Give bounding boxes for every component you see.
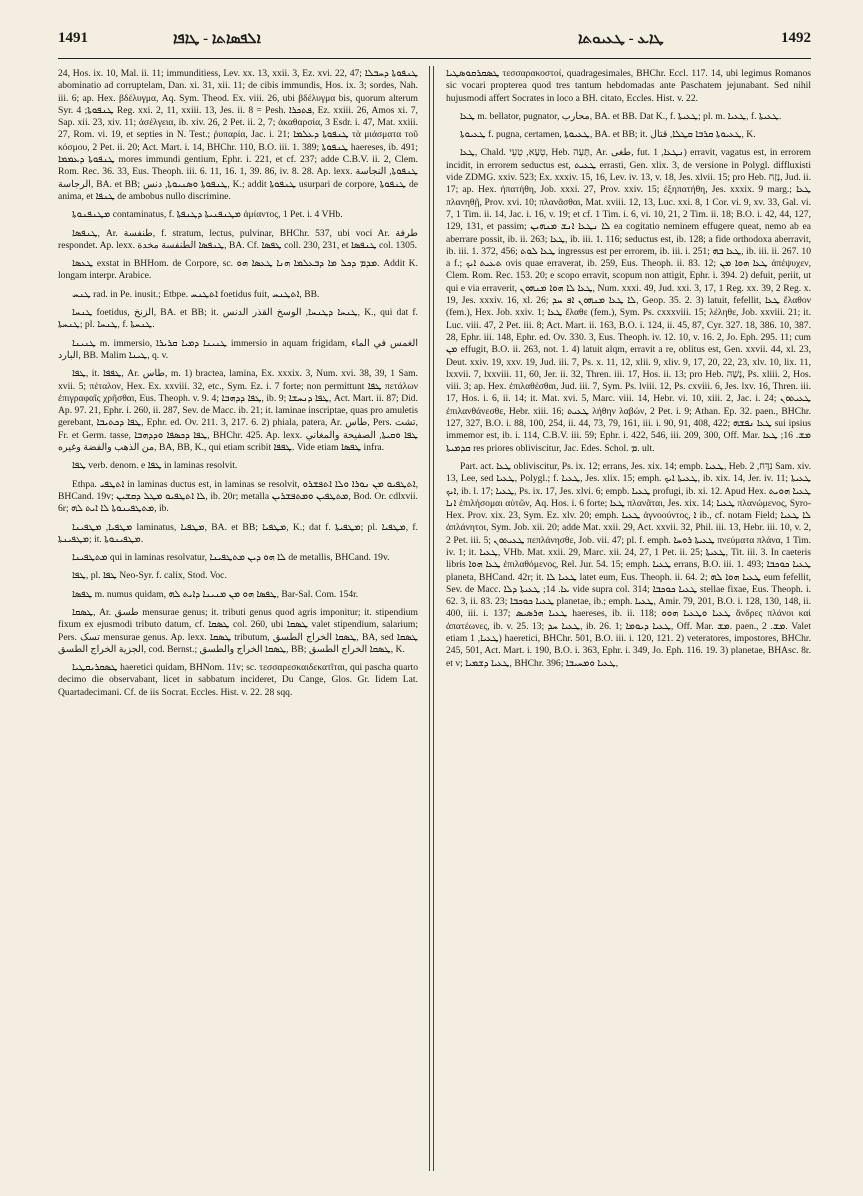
dictionary-entry: ܛܦܐ verb. denom. e ܛܦܐ in laminas resolvit. [72,460,238,472]
dictionary-entry: ܛܦܐ, it. ܛܦܦܐ, Ar. طاس, m. 1) bractea, lamina, Ex. xxxix. 3, Num. xvi. 38, 39, 1 Sam. xvii. 5; πέταλον, Hex. Ex. xxviii. 32, etc., Sym. Ez. i. 7 forte; non permittunt ܛܦܐ πετάλων ἐπιγραφαῖς χρῆσθαι, Eus. Theoph. v. 9. 4; ܛܦܐ ܕܕܗܒܐ, ib. 9; ܛܦܐ ܕܢܚܫܐ, Act. Mart. ii. 87; Did. Ap. 97. 21, Ephr. i. 260, ii. 287, Sev. de Macc. ib. 21; it. laminae inscriptae, quas pro amuletis gerebant, ܛܦܐ ܕܟܬܝܒܐ, Ephr. ed. Ov. 211. 3, 217. 6. 2) phiala, patera, Ar. طاس, Pers. تشت, Fr. et Germ. tasse, ܛܦܐ ܕܟܣܦܐ ܘܕܕܗܒܐ, BHChr. 425. Ap. lexx. ܛܦܐ ܘܩܝܬܐ, الصفيحة والمغاني من الذهب والفضة وغيره, BA, BB, K., qui etiam scribit ܛܦܦܐ. Vide etiam ܛܦܣܐ infra. [58,368,418,454]
header-rule [58,58,811,59]
dictionary-entry: ܛܥܐ, Chald. טְעָא, טְעֵי, Heb. תָּעָה, Ar. طغى, fut. ܢܛܥܐ, 1) erravit, vagatus est, in errorem incidit, in errorem seductus est, ܛܥܝܬ errasti, Gen. xlix. 3, de versione in Polygl. diffluxisti vide ZDMG. xxiv. 523; Ex. xxxiv. 15, 16, Lev. iv. 13, v. 18, Jes. xlvii. 15; pro Heb. נָזַח, Jud. ii. 17; ap. Hex. ἠπατήθη, Job. xxxi. 27, Prov. xxiv. 15; ἐξηπατήθη, Jes. xxxix. 9 marg.; ܛܥܐ πλανηθῇ, Prov. xvi. 10; πλανᾶσθαι, Mat. xviii. 12, 13, Luc. xxi. 8, 1 Cor. vi. 9, xv. 33, Gal. vi. 7, 1 Tim. ii. 14, Jac. i. 16, v. 19; et cf. 1 Tim. i. 6, vi. 10, 21, 2 Tim. ii. 18; B.O. i. 42, 44, 127, 129, 131, et passim; ܠܐ ܢܛܥܐ ܐܢܫ ܡܢܗܝܢ ea cogitatio neminem effugere queat, nemo ab ea aberrare possit, ib. ii. 263; ܛܥܐ, ib. iii. 1. 116; seductus est, ib. 128; a fide orthodoxa aberravit, ib. iii. 1. 372, 456; ܛܥܐ ܠܘܬ ingressus est per errorem, ib. iii. i. 251; ܛܥܐ ܒܗ, ib. iii. ii. 267. 10 a f.; ܬܥܝܬ ܐܝܟ ovis quae erraverat, ib. 259, Eus. Theoph. ii. 83. 12; ܛܥܐ ܗܘܐ ܡܢ ἀπέψυχεν, Clem. Rom. Rec. 153. 20; e scopo erravit, scopum non attigit, Ephr. i. 394. 2) defuit, periit, ut qui e via erraverit, ܛܥܐ ܠܐ ܗܘܐ ܡܢܗܘܢ, Num. xxxi. 49, Jud. xxi. 3, 17, 1 Reg. xx. 39, 2 Reg. x. 19, Jes. xxxiv. 16, xl. 26; ܠܐ ܛܥܐ ܡܢܗܘܢ ܐܦ ܚܕ, Geop. 35. 2. 3) latuit, fefellit, ܛܥܐ ἔλαθον (fem.), Hex. Job. xxiv. 1; ܛܥܐ ἔλαθε (fem.), Sym. Ps. cxxxviii. 15; λέληθε, Job. xxviii. 21; it. Luc. viii. 47, 2 Pet. iii. 8; Act. Mart. ii. 163, B.O. i. 124, ii. 45, 87, Cyr. 327. 18, 386. 10, 387. 28, Ephr. iii. 148, Ephr. ed. Ov. 330. 3, Eus. Theoph. iv. 12. 10, v. 16. 2, Jo. Eph. 295. 11; cum ܡܢ effugit, B.O. ii. 263, not. 1. 4) latuit alqm, erravit a re, oblitus est, Gen. xxvii. 44, xl. 23, Deut. xxiv. 19, xxv. 19, Jud. iii. 7, Ps. x. 11, 12, xlii. 9, xliv. 9, 17, 20, 22, 23, xlv. 10, lix. 11, lxxvii. 7, lxxviii. 11, 60, Jer. ii. 32, Thren. iii. 17, Hos. ii. 13; pro Heb. נָשָׁה, Ps. xliii. 2, Hos. viii. 3; ap. Hex. ἐπιλαθέσθαι, Jud. iii. 7, Sym. Ps. lviii. 12, Ps. cxviii. 6, Jes. lxv. 16, Thren. iii. 17, Hos. i. 6, ii. 14; it. Mat. xvi. 5, Marc. viii. 14, Hebr. vi. 10, xiii. 2, Jac. i. 24; ܛܥܝܬܘܢ ἐπιλανθάνεσθε, Hebr. xiii. 16; ܛܥܝܬ λήθην λαβών, 2 Pet. i. 9; Athan. Ep. 32. paen., BHChr. 127, 327, B.O. i. 88, 100, 254, ii. 44, 73, 79, 161, iii. i. 90, 91, 408, 422; ܛܥܐ ܢܦܫܗ sui ipsius immemor est, ib. i. 114, C.B.V. iii. 59; Ephr. i. 422, 546, iii. 209, 300, Off. Mar. ܡܫ. 16; ܛܥܐ ܩܕܡܝܬܐ res priores obliviscitur, Jac. Edes. Schol. ܡ. ult. [446,147,811,454]
dictionary-entry: ܛܢܚܐ foetidus, الزنخ, BA. et BB; it. ܛܢܚܐ ܕܛܢܚܐ, الوسخ القذر الدنس, K., qui dat f. ܛܢܚܬܐ; pl. ܛܢܚܐ, f. ܛܢܚܬܐ. [58,307,418,331]
dictionary-entry: ܛܥܝܘܬܐ f. pugna, certamen, ܛܥܝܘܬܐ, BA. et BB; it. ܛܥܝܘܬܐ ܩܪܒܐ ܩܛܠܐ, قتال, K. [460,129,756,141]
dictionary-entry: 24, Hos. ix. 10, Mal. ii. 11; immunditiess, Lev. xx. 13, xxii. 3, Ez. xvi. 22, 47; ܛܢܦܘܬܐ ܕܚܒܠܐ abominatio ad corruptelam, Dan. xi. 31, xii. 11; de cibis immundis, Hos. ix. 3; sordes, Nah. iii. 6; ap. Hex. βδέλυγμα, Aq. Sym. Theod. Ex. viii. 26, ubi βδέλυγμα bis, quorum alterum Syr. ܛܢܦܘܬܐ; 4 Reg. xxi. 2, 11, xxiii. 13, Jes. ii. 8 = Pesh. ܦܬܟܪܐ, Ez. xxiii. 26, Amos xi. 7, Sap. xii. 23, xiv. 11; ἀσέλγεια, ib. xiv. 26, 2 Pet. ii. 2, 7; ἀκαθαρσία, 3 Esdr. i. 47, Mat. xxiii. 27, Rom. vi. 19, et septies in N. Test.; ῥυπαρία, Jac. i. 21; ܛܢܦܘܬܐ ܕܥܠܡܐ τὰ μιάσματα τοῦ κόσμου, 2 Pet. ii. 20; Act. Mart. i. 14, BHChr. 110, B.O. iii. 1. 389; ܛܢܦܘܬܐ haereses, ib. 491; ܛܢܦܘܬܐ ܕܥܡܡܐ mores immundi gentium, Ephr. i. 221, et cf. 237; adde C.B.V. ii. 2, Clem. Rom. Rec. 36. 33, Eus. Theoph. iii. 6. 11, 16. 1, 39. 86, iv. 8. 28. Ap. lexx. ܛܢܦܘܬܐ, النجاسة الرجاسة, BA. et BB; ܛܢܦܘܬܐ ܘܣܢܝܘܬܐ, دنس, K.; addit ܛܢܦܘܬܐ usurpari de corpore, ܛܢܦܘܬܐ de anima, et ܛܢܦܐ de ambobus nullo discrimine. [58,68,418,202]
dictionary-entry: ܛܥܣܐ exstat in BHHom. de Corpore, sc. ܡܕܡ ܕܟܠ ܡܐ ܕܒܥܠܡܐ ܗܢܐ ܛܥܣܐ ܗܘ. Addit K. longam interpr. Arabice. [58,258,418,282]
column-divider-second [433,66,434,1171]
dictionary-entry: ܛܣܩܪܝܩܛܝܐ haeretici quidam, BHNom. 11v; sc. τεσσαρεσκαιδεκατῖται, qui pascha quarto decimo die observabant, licet in sabbatum incideret, Du Cange, Glos. Gr. Iidem Lat. Quartadecimani. Cf. de iis Socrat. Eccles. Hist. v. 22. 28 sqq. [58,662,418,698]
dictionary-entry: ܛܢܚ rad. in Pe. inusit.; Etbpe. ܐܬܛܢܚ foetidus fuit, ܐܬܛܢܚ, BB. [72,288,320,300]
running-title-right: ܛܐܥ - ܛܥܝܘܬܐ [578,31,664,47]
left-column [58,68,418,1168]
dictionary-entry: ܡܛܦܝܐ, ܡܛܦܝܢܐ laminatus, ܡܛܦܝܐ, BA. et BB; ܡܛܦܝܐ, K.; dat f. ܡܛܦܝܬܐ; pl. ܡܛܦܝܐ, f. ܡܛܦܝܢܬܐ; it. ܡܛܦܝܢܘܬܐ. [58,521,418,545]
dictionary-entry: ܛܢܦܣܐ, Ar. طنفسة, f. stratum, lectus, pulvinar, BHChr. 537, ubi voci Ar. طرفة respondet. Ap. lexx. ܛܢܦܣܐ الطنفسة مخدة, BA. Cf. ܛܦܣܐ coll. 230, 231, et ܛܢܦܣܐ col. 1305. [58,227,418,251]
page-number-right: 1492 [781,30,811,46]
running-title-left: ܐܠܦܣܐܬܐ - ܛܐܦܐ [173,31,261,47]
right-column [446,68,811,1168]
dictionary-entry: ܛܣܩܪܩܘܣܛܝܐ τεσσαρακοστοί, quadragesimales, BHChr. Eccl. 117. 14, ubi legimus Romanos sic vocari propterea quod tres tantum hebdomadas ante Paschatem jejunabant. Sed nihil hujusmodi affert Socrates in loco a BH. citato, Eccles. Hist. v. 22. [446,68,811,104]
dictionary-entry: ܡܬܛܦܝܢܐ qui in laminas resolvatur, ܠܐ ܗܘ ܕܝܢ ܡܬܛܦܝܢܐ de metallis, BHCand. 19v. [72,552,390,564]
dictionary-entry: ܡܛܢܦܢܘܬܐ contaminatus, f. ܡܛܢܦܢܝܬܐ ܕܛܢܦܬܐ ἀμίαντος, 1 Pet. i. 4 VHb. [72,209,343,221]
dictionary-entry: Part. act. ܛܥܐ obliviscitur, Ps. ix. 12; errans, Jes. xix. 14; empb. ܛܥܝܐ, Heb. נִדָּח, 2 Sam. xiv. 13, Lee, sed ܛܥܝܐ, Polygl.; f. ܛܥܝܐ, Jes. xlix. 15; emph. ܛܥܝܬܐ ܐܝܟ, ib. xix. 14, Jer. iv. 11; ܛܥܝܬܐ ܐܝܟ, ib. l. 17; ܛܥܝܐ, Ps. ix. 17, Jes. xlvi. 6; empb. ܛܥܝܐ profugi, ib. xi. 12. Apud Hex. ܛܥܝܐ ܗܘܝܬ ܐܢܐ ἐπιλήσομαι αὐτῶν, Aq. Hos. i. 6 forte; ܛܥܐ πλανᾶται, Jes. xix. 14; ܛܥܝܐ πλανώμενος, Syro-Hex. Prov. xix. 23, Sym. Ez. xlv. 20; emph. ܛܥܝܐ ἀγνοούντος, ܐ ib., cf. notam Field; ܠܐ ܛܥܝܐ ἀπλάνητοι, Sym. Job. xii. 20; adde Mat. xxii. 29, Act. xxvii. 32, Phil. iii. 13, Hebr. iii. 10, v. 2, 2 Pet. iii. 5; ܛܥܝܬܘܢ πεπλάνησθε, Job. vii. 47; pl. f. emph. ܛܥܝܬܐ ܪܘܚܐ πνεύματα πλάνα, 1 Tim. iv. 1; it. ܛܥܝܐ, VHb. Mat. xxii. 29, Marc. xii. 24, 27, 1 Pet. ii. 25; ܛܥܝܬܐ, Tit. iii. 3. In caeteris libris ܛܥܐ ܗܘܐ ἐπιλαθόμενος, Rel. Jur. 54. 15; emph. ܛܥܝܐ errans, B.O. iii. 1. 493; ܛܥܝܐ ܟܘܟܒܐ planeta, BHCand. 42r; it. ܛܥܝܐ ܠܐ latet eum, Eus. Theoph. ii. 64. 2; ܛܥܝܐ ܗܘܐ ܠܗ eum fefellit, Sev. de Macc. ܥܐ. 14; ܛܥܝܬܐ ܕܠܐ vide supra col. 314; ܛܥܝܐ ܟܘܟܒܐ stellae fixae, Eus. Theoph. i. 62. 3, ii. 83. 23; ܛܥܝܐ ܟܘܟܒܐ planetae, ib.; emph. ܛܥܝܐ, Amir. 79, 201, B.O. i. 128, 130, 148, ii. 400, iii. i. 137; ܛܥܝܐ ܗܪܣܝܣ haereses, ib. ii. 118; ܛܥܝܐ ܘܛܥܝܐ ܗܘܘ ἄνδρες πλάνοι καὶ ἀπατέωνες, ib. v. 25. 13; ܛܥܝܐ ܚܕ, ib. 26. 1; ܛܥܝܐ ܕܝܘܡܐ, Off. Mar. ܡܫ. paen., ܡܫ. 2. Valet etiam ܛܥܝܐ, 1) haeretici, BHChr. 501, B.O. iii. i. 120, 121. 2) veteratores, impostores, BHChr. 245, 501, Act. Mart. i. 190, B.O. i. 363, Ephr. i. 349, Jo. Eph. 116. 19. 3) planetae, BHAsc. 8r. et v; ܛܥܝܐ ܕܫܡܝܐ, BHChr. 396; ܛܥܝܐ ܘܡܚܝܒܐ, [446,460,811,669]
dictionary-entry: ܛܣܩܐ, Ar. طسق mensurae genus; it. tributi genus quod agris imponitur; it. stipendium fixum ex ejusmodi tributo datum, cf. ܛܣܩܐ col. 260, ubi ܛܣܩܐ valet stipendium, salarium; Pers. تسک mensurae genus. Ap. lexx. ܛܣܩܐ tributum, ܛܣܩܐ الخراج الطسق, BA, sed ܛܣܩܐ الجزية الخراج الطسق, cod. Bernst.; ܛܣܩܐ الخراج والطسق, BB; ܛܣܩܐ الخراج الطسق, K. [58,606,418,655]
dictionary-entry: Ethpa. ܐܬܛܦܝ in laminas ductus est, in laminas se resolvit, ܐܬܛܦܝܘ ܡܢ ܢܘܪܐ ܘܠܐ ܐܬܦܫܪܘ, BHCand. 19v; ܠܐ ܐܬܛܦܝܘ ܡܛܠ ܕܩܫܝܢ, ib. 20r; metalla ܡܬܛܦܝܢ ܘܡܬܦܫܪܝܢ, Bod. Or. cdlxvii. 6r; ܡܬܛܦܝܢܘܬܐ ܠܐ ܐܝܬ ܠܗ, ib. [58,478,418,515]
column-divider [429,66,430,1171]
dictionary-entry: ܛܦܣܐ m. numus quidam, ܛܦܣܐ ܗܘ ܡܢ ܡܢܝܢܐ ܕܐܝܬ ܠܗ, Bar-Sal. Com. 154r. [72,588,359,600]
dictionary-entry: ܛܥܐ m. bellator, pugnator, محارب, BA. et BB. Dat K., f. ܛܥܝܬܐ; pl. m. ܛܥܝܐ, f. ܛܥܝܬܐ. [460,110,782,122]
dictionary-entry: ܛܦܐ, pl. ܛܦܐ Neo-Syr. f. calix, Stod. Voc. [72,570,227,582]
page-number-left: 1491 [58,30,88,46]
dictionary-entry: ܛܢܝܢܐ m. immersio, ܛܢܝܢܐ ܕܡܝܐ ܩܪܝܪܐ immersio in aquam frigidam, الغمس في الماء البارد, BB. Malim ܛܝܢܐ, q. v. [58,337,418,361]
running-header [58,30,811,52]
